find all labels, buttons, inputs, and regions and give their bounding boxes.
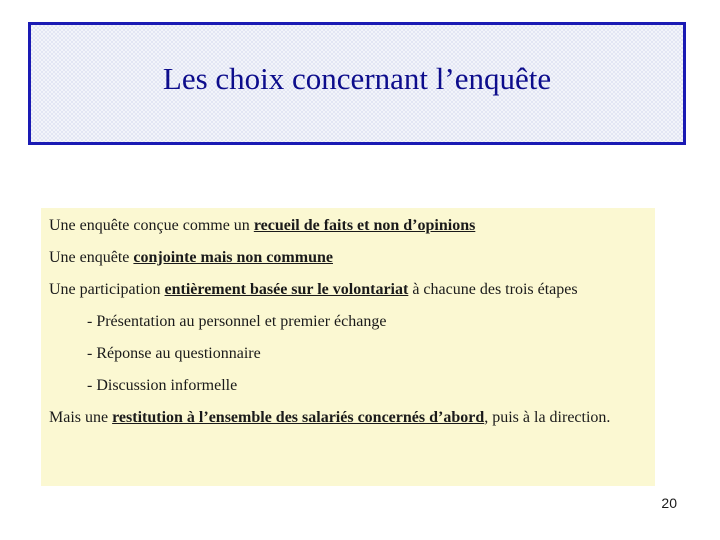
slide-title: Les choix concernant l’enquête — [162, 60, 552, 96]
line-4-suffix: , puis à la direction. — [484, 409, 611, 426]
step-item-2: - Réponse au questionnaire — [87, 345, 261, 362]
line-1-emphasis: recueil de faits et non d’opinions — [253, 217, 476, 234]
content-box — [41, 208, 655, 486]
step-item-1: - Présentation au personnel et premier échange — [87, 313, 387, 330]
line-4-emphasis: restitution à l’ensemble des salariés concernés d’abord — [112, 409, 485, 426]
bullet-line-3 — [49, 280, 578, 299]
page-number: 20 — [661, 495, 677, 511]
line-2-emphasis: conjointe mais non commune — [133, 249, 333, 266]
line-1-prefix: Une enquête conçue comme un — [49, 217, 254, 234]
bullet-line-1 — [49, 216, 475, 235]
line-3-emphasis: entièrement basée sur le volontariat — [164, 281, 409, 298]
line-3-suffix: à chacune des trois étapes — [408, 281, 578, 298]
step-item-3: - Discussion informelle — [87, 377, 238, 394]
line-2-prefix: Une enquête — [49, 249, 134, 266]
slide-title-box — [28, 22, 686, 145]
bullet-line-4 — [49, 408, 639, 427]
line-4-prefix: Mais une — [49, 409, 113, 426]
line-3-prefix: Une participation — [49, 281, 165, 298]
bullet-line-2 — [49, 248, 333, 267]
